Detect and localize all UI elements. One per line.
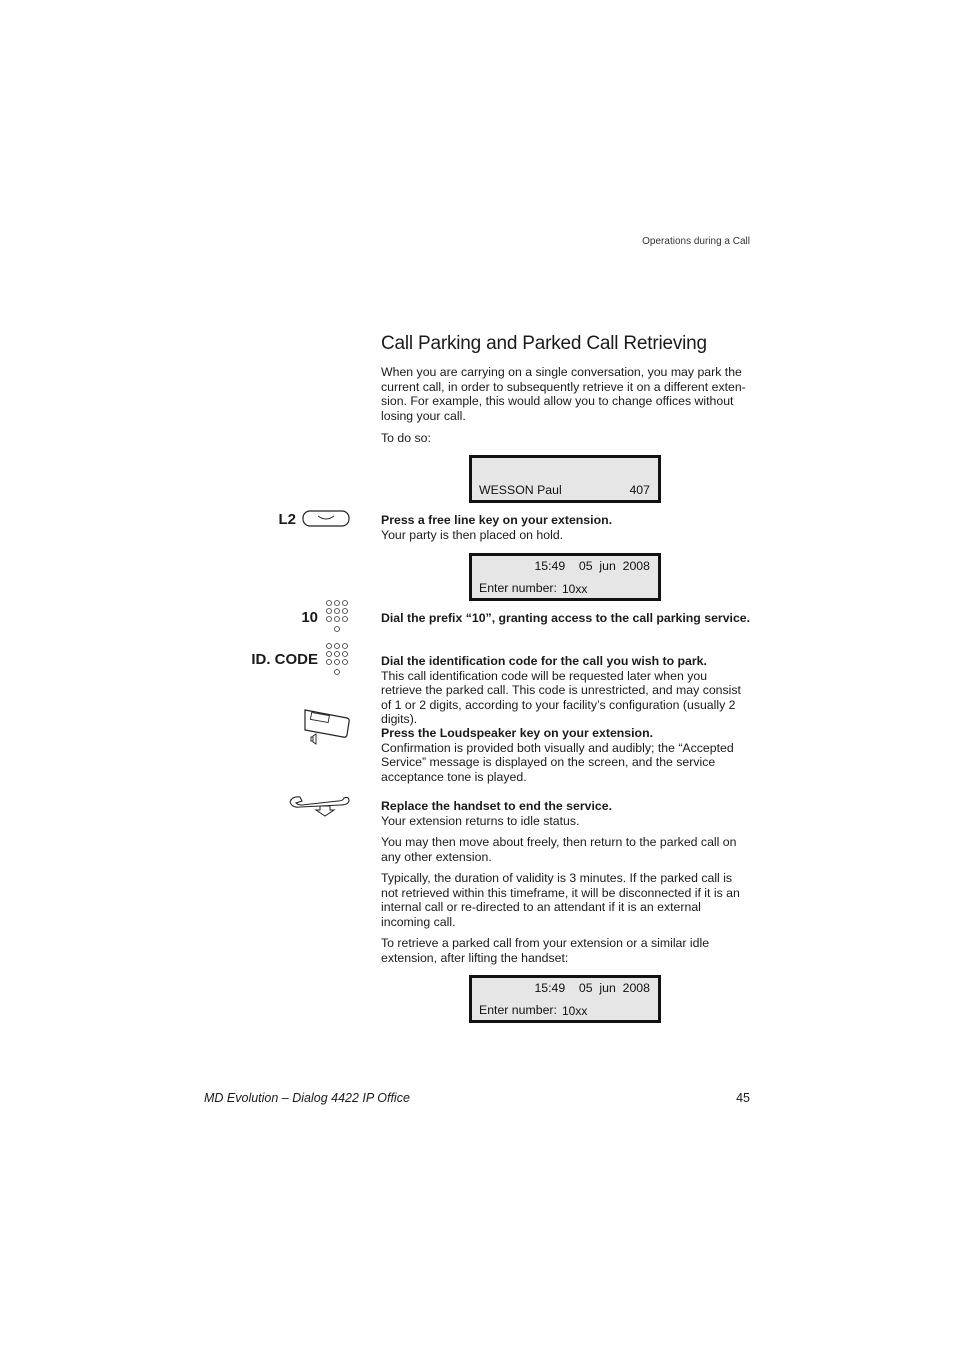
step-1-detail: Your party is then placed on hold. bbox=[381, 527, 564, 542]
phone-display-2 bbox=[469, 553, 661, 601]
page-title: Call Parking and Parked Call Retrieving bbox=[381, 333, 707, 354]
id-code-key-label: ID. CODE bbox=[251, 651, 318, 668]
step-2-text bbox=[381, 611, 751, 626]
step-2-instruction: Dial the prefix “10”, granting access to the call parking service. bbox=[381, 611, 751, 625]
step-3-detail: This call identification code will be requested later when you retrieve the parked call. This code is unrestricted, and may consist of 1 or 2 digits, according to your facility’s configuration (usually 2 digits). bbox=[381, 668, 741, 727]
to-do-label: To do so: bbox=[381, 431, 431, 445]
duration-paragraph: Typically, the duration of validity is 3 minutes. If the parked call is not retrieved within this timeframe, it will be disconnected if it is an internal call or re-directed to an attendant if it is an external incoming call. bbox=[381, 871, 740, 929]
display-prompt: Enter number: bbox=[479, 1003, 557, 1017]
line-key-icon bbox=[302, 510, 350, 528]
display-prompt: Enter number: bbox=[479, 581, 557, 595]
retrieve-paragraph: To retrieve a parked call from your extension or a similar idle extension, after lifting the handset: bbox=[381, 936, 710, 965]
loudspeaker-key-icon bbox=[303, 706, 351, 746]
intro-paragraph: When you are carrying on a single conversation, you may park the current call, in order to subsequently retrieve it on a different exten- sion. For example, this would allow you to change offices without losing your call. bbox=[381, 365, 746, 423]
prefix-key-label: 10 bbox=[301, 609, 318, 626]
footer-page-number: 45 bbox=[736, 1091, 750, 1105]
footer-document-title: MD Evolution – Dialog 4422 IP Office bbox=[204, 1091, 410, 1105]
step-3-text bbox=[381, 654, 751, 727]
display-caller-name: WESSON Paul bbox=[479, 483, 562, 497]
step-4-instruction: Press the Loudspeaker key on your extension. bbox=[381, 726, 653, 740]
phone-display-1 bbox=[469, 455, 661, 503]
move-paragraph: You may then move about freely, then return to the parked call on any other extension. bbox=[381, 835, 737, 864]
step-5-instruction: Replace the handset to end the service. bbox=[381, 799, 612, 813]
step-3-instruction: Dial the identification code for the call you wish to park. bbox=[381, 654, 707, 668]
display-entry-value: 10xx bbox=[562, 582, 588, 596]
step-5-detail: Your extension returns to idle status. bbox=[381, 813, 580, 828]
step-1-instruction: Press a free line key on your extension. bbox=[381, 513, 613, 527]
display-entry-value: 10xx bbox=[562, 1004, 588, 1018]
step-4-detail: Confirmation is provided both visually and audibly; the “Accepted Service” message is displayed on the screen, and the service acceptance tone is played. bbox=[381, 740, 734, 784]
line-key-label: L2 bbox=[278, 511, 296, 528]
display-date-time: 15:49 05 jun 2008 bbox=[534, 981, 650, 995]
step-4-text bbox=[381, 726, 751, 784]
step-1-text bbox=[381, 513, 751, 542]
display-caller-number: 407 bbox=[629, 483, 650, 497]
keypad-icon bbox=[326, 643, 350, 679]
running-header: Operations during a Call bbox=[642, 236, 750, 247]
keypad-icon bbox=[326, 600, 350, 636]
handset-down-icon bbox=[288, 792, 352, 818]
phone-display-3 bbox=[469, 975, 661, 1023]
step-5-text bbox=[381, 799, 751, 828]
display-date-time: 15:49 05 jun 2008 bbox=[534, 559, 650, 573]
